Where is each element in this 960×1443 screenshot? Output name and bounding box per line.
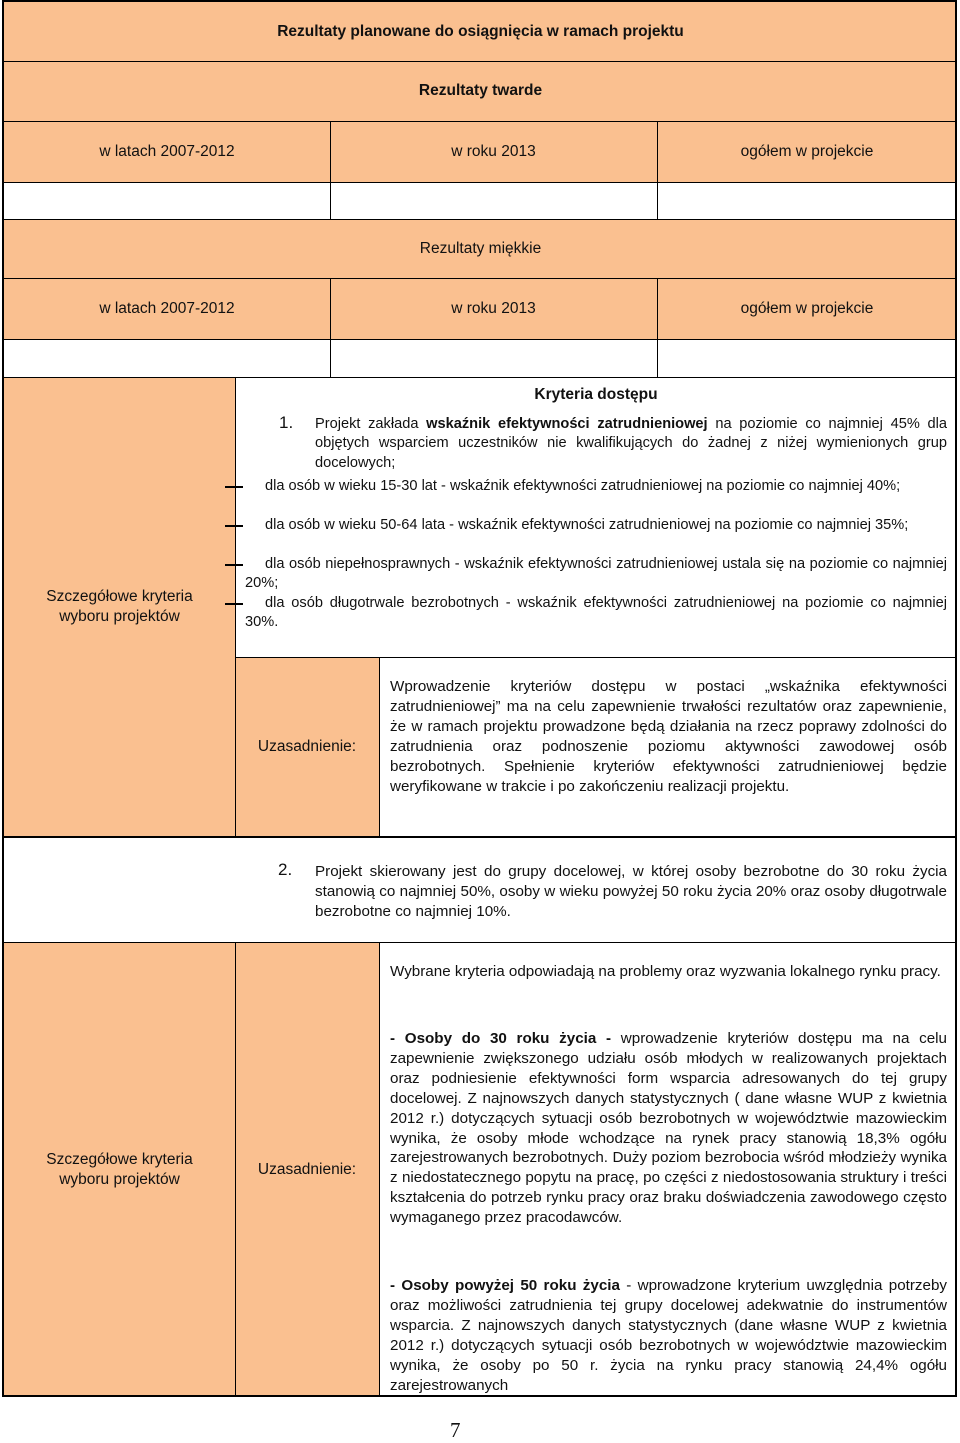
border-left — [2, 0, 4, 1397]
dash-3-mark — [225, 564, 243, 566]
soft-results-title-cell — [4, 219, 957, 278]
rule-h9 — [2, 836, 957, 838]
hard-col-3-label: ogółem w projekcie — [740, 142, 874, 160]
dash-4-mark — [225, 603, 243, 605]
rule-h2 — [2, 121, 957, 122]
criteria-label-line-2: wyboru projektów — [59, 608, 180, 625]
rule-v-hard-2 — [657, 121, 658, 219]
para-3-prefix: - Osoby powyżej 50 roku życia — [390, 1277, 620, 1294]
soft-col-3-label: ogółem w projekcie — [740, 299, 874, 317]
rule-h1 — [2, 61, 957, 62]
soft-value-cell-3[interactable] — [657, 339, 957, 377]
page-number: 7 — [450, 1418, 461, 1442]
dash-item-4 — [245, 594, 947, 633]
item-1-text — [315, 415, 947, 473]
access-criteria-cell — [235, 377, 957, 657]
hard-col-header-3 — [657, 121, 957, 182]
criteria-label-2-line-2: wyboru projektów — [59, 1170, 180, 1188]
justification-label-2: Uzasadnienie: — [257, 1160, 357, 1178]
hard-results-title-cell — [4, 61, 957, 121]
justification-2-para-3 — [390, 1276, 947, 1395]
hard-value-cell-1[interactable] — [4, 182, 330, 219]
justification-text-1: Wprowadzenie kryteriów dostępu w postaci „wskaźnika efektywności zatrudnieniowej” ma na celu zapewnienie trwałości rezultatów oraz zapewnienie, że w ramach projektu prowadzone będą działania na rzecz poprawy zdolności do zatrudnienia oraz podnoszenie poziomu aktywności zawodowej osób bezrobotnych. Spełnienie kryteriów efektywności zatrudnieniowej będzie weryfikowane w trakcie i po zakończeniu realizacji projektu. — [390, 678, 947, 795]
rule-h4 — [2, 219, 957, 220]
hard-col-header-1 — [4, 121, 330, 182]
soft-results-title: Rezultaty miękkie — [419, 239, 542, 257]
rule-v-sec2-b — [379, 942, 380, 1397]
rule-h7 — [2, 377, 957, 378]
detailed-criteria-label-2 — [4, 942, 235, 1397]
item-1-bold: wskaźnik efektywności zatrudnieniowej — [426, 416, 708, 432]
hard-col-header-2 — [330, 121, 657, 182]
dash-item-1 — [245, 477, 947, 496]
rule-h10 — [2, 942, 957, 943]
border-top — [2, 0, 957, 2]
item-2-number: 2. — [278, 860, 293, 879]
rule-h6 — [2, 339, 957, 340]
soft-col-header-1 — [4, 278, 330, 339]
hard-value-cell-2[interactable] — [330, 182, 657, 219]
soft-col-1-label: w latach 2007-2012 — [99, 299, 235, 317]
border-right — [955, 0, 957, 1397]
dash-item-3 — [245, 555, 947, 594]
para-2-text: wprowadzenie kryteriów dostępu ma na celu zapewnienie zwiększonego udziału osób młodych w realizowanych projektach oraz podniesienie efektywności form wsparcia adresowanych do tej grupy docelowej. Z najnowszych danych statystycznych ( dane własne WUP z kwietnia 2012 r.) dotyczących sytuacji osób bezrobotnych w województwie mazowieckim wynika, że osoby młode wchodzące na rynek pracy stanowią 18,3% ogółu zarejestrowanych bezrobotnych. Duży poziom bezrobocia wśród młodzieży wynika z niedostatecznego popytu na pracę, po części z niedostosowania struktury i treści kształcenia do potrzeb rynku pracy oraz braku doświadczenia zawodowego często wymaganego przez pracodawców. — [390, 1030, 947, 1227]
border-bottom — [2, 1395, 957, 1397]
justification-label-cell-2 — [235, 942, 379, 1397]
dash-4-text: dla osób długotrwale bezrobotnych - wskaźnik efektywności zatrudnieniowej na poziomie co najmniej 30%. — [245, 595, 947, 631]
dash-2-mark — [225, 525, 243, 527]
justification-2-para-1: Wybrane kryteria odpowiadają na problemy oraz wyzwania lokalnego rynku pracy. — [390, 963, 941, 980]
results-header-title: Rezultaty planowane do osiągnięcia w ramach projektu — [277, 22, 684, 40]
soft-col-header-3 — [657, 278, 957, 339]
justification-2-para-2 — [390, 1029, 947, 1228]
soft-value-cell-1[interactable] — [4, 339, 330, 377]
item-2-text: Projekt skierowany jest do grupy docelowej, w której osoby bezrobotne do 30 roku życia stanowią co najmniej 50%, osoby w wieku powyżej 50 roku życia 20% oraz osoby długotrwale bezrobotne co najmniej 10%. — [315, 863, 947, 920]
rule-h8 — [235, 657, 957, 658]
justification-text-cell-2 — [379, 942, 957, 1397]
dash-3-text: dla osób niepełnosprawnych - wskaźnik efektywności zatrudnieniowej ustala się na poziomie co najmniej 20%; — [245, 556, 947, 592]
rule-v-sec1-a — [235, 377, 236, 837]
detailed-criteria-label-1 — [4, 377, 235, 837]
item-1-number: 1. — [279, 413, 294, 432]
hard-results-title: Rezultaty twarde — [418, 82, 543, 99]
hard-value-cell-3[interactable] — [657, 182, 957, 219]
dash-2-text: dla osób w wieku 50-64 lata - wskaźnik efektywności zatrudnieniowej na poziomie co najmniej 35%; — [265, 517, 909, 533]
dash-1-mark — [225, 486, 243, 488]
criteria-label-line-1: Szczegółowe kryteria — [46, 588, 193, 605]
soft-col-2-label: w roku 2013 — [451, 299, 536, 317]
rule-v-soft-1 — [330, 278, 331, 377]
item-1-pre: Projekt zakłada — [315, 416, 427, 432]
justification-label-1: Uzasadnienie: — [257, 738, 357, 755]
hard-col-2-label: w roku 2013 — [451, 142, 536, 160]
rule-v-soft-2 — [657, 278, 658, 377]
rule-v-hard-1 — [330, 121, 331, 219]
item-1-post: na poziomie co najmniej 45% dla objętych wsparciem uczestników nie kwalifikujących do żadnej z niżej wymienionych grup docelowych; — [315, 416, 947, 471]
justification-text-cell-1 — [379, 657, 957, 837]
item-2-cell — [4, 837, 957, 942]
results-header — [4, 2, 957, 61]
para-3-text: - wprowadzone kryterium uwzględnia potrzeby oraz możliwości zatrudnienia tej grupy docelowej adekwatnie do instrumentów wsparcia. Z najnowszych danych statystycznych (dane własne WUP z kwietnia 2012 r.) dotyczących sytuacji osób bezrobotnych w województwie mazowieckim wynika, że osoby po 50 r. życia na rynku pracy stanowią 24,4% ogółu zarejestrowanych — [390, 1277, 947, 1394]
rule-h3 — [2, 182, 957, 183]
rule-h5 — [2, 278, 957, 279]
hard-col-1-label: w latach 2007-2012 — [99, 142, 235, 160]
rule-v-sec2-a — [235, 942, 236, 1397]
soft-col-header-2 — [330, 278, 657, 339]
justification-label-cell-1 — [235, 657, 379, 837]
criteria-label-2-line-1: Szczegółowe kryteria — [46, 1150, 193, 1168]
access-criteria-title: Kryteria dostępu — [534, 386, 658, 403]
dash-1-text: dla osób w wieku 15-30 lat - wskaźnik efektywności zatrudnieniowej na poziomie co najmniej 40%; — [265, 478, 901, 494]
para-2-prefix: - Osoby do 30 roku życia - — [390, 1030, 612, 1047]
soft-value-cell-2[interactable] — [330, 339, 657, 377]
rule-v-sec1-b — [379, 657, 380, 837]
dash-item-2 — [245, 516, 947, 535]
